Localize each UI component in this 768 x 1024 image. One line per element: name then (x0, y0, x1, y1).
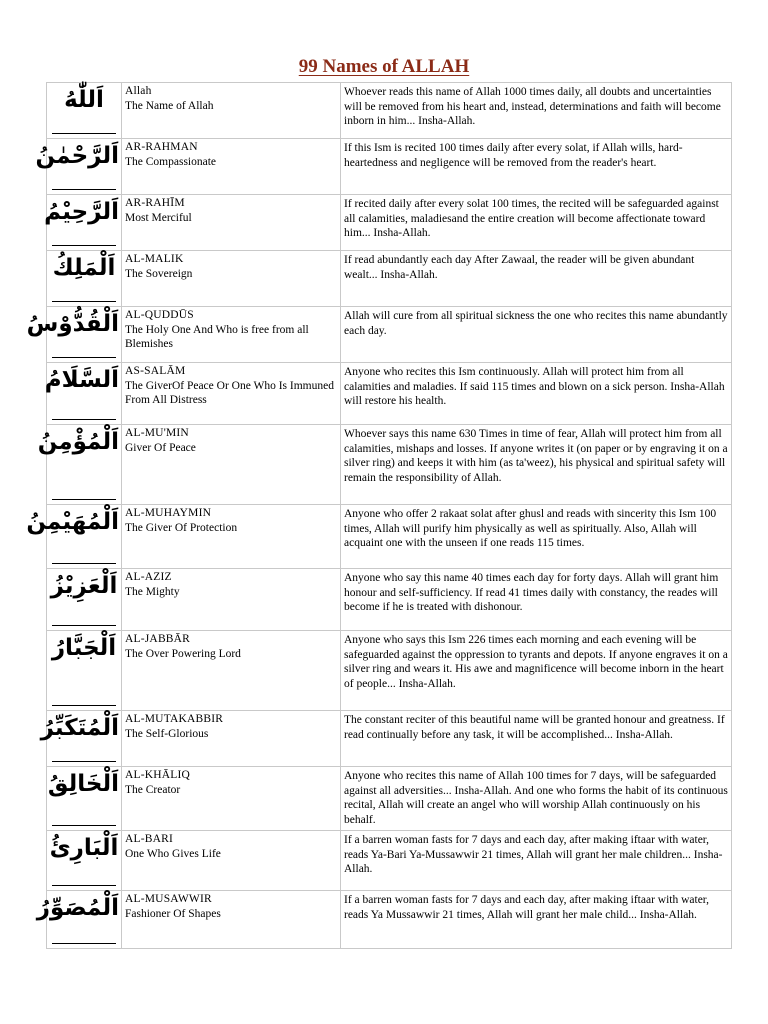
table-row (47, 631, 732, 711)
arabic-calligraphy: اَلْبَارِئُ (49, 835, 119, 861)
calligraphy-underline (52, 625, 116, 626)
names-table-body (26, 83, 732, 949)
name-cell (122, 307, 341, 363)
arabic-calligraphy: اَلرَّحْمٰنُ (35, 143, 119, 169)
arabic-cell (26, 307, 122, 363)
table-row (47, 425, 732, 505)
calligraphy-underline (52, 705, 116, 706)
table-row (47, 831, 732, 891)
transliteration: AS-SALĀM (125, 365, 186, 377)
name-cell (122, 425, 341, 505)
arabic-cell (40, 711, 122, 767)
transliteration: AL-MALIK (125, 253, 184, 265)
calligraphy-underline (52, 761, 116, 762)
meaning: One Who Gives Life (125, 847, 221, 860)
benefit-cell: If this Ism is recited 100 times daily after every solat, if Allah wills, hard-heartedness and negligence will be removed from the reader's heart. (341, 139, 732, 195)
arabic-calligraphy: اَلْمُتَكَبِّرُ (40, 715, 119, 741)
name-cell (122, 569, 341, 631)
name-cell (122, 363, 341, 425)
arabic-cell (47, 83, 122, 139)
table-row (47, 767, 732, 831)
arabic-cell (36, 891, 122, 949)
meaning: Fashioner Of Shapes (125, 907, 221, 920)
arabic-cell (26, 505, 122, 569)
benefit-cell: Anyone who says this Ism 226 times each morning and each evening will be safeguarded against the oppression to tyrants and depots. If anyone engraves it on a silver ring and wears it. His awe and magnificence will become inborn in the heart of people... Insha-Allah. (341, 631, 732, 711)
table-row (47, 569, 732, 631)
calligraphy-underline (52, 419, 116, 420)
table-row (47, 505, 732, 569)
meaning: The Sovereign (125, 267, 193, 280)
arabic-calligraphy: اَلْجَبَّارُ (51, 635, 117, 661)
name-cell (122, 631, 341, 711)
arabic-cell (47, 631, 122, 711)
calligraphy-underline (52, 357, 116, 358)
calligraphy-underline (52, 825, 116, 826)
transliteration: AL-BARI (125, 833, 174, 845)
meaning: Most Merciful (125, 211, 192, 224)
table-row (47, 891, 732, 949)
arabic-calligraphy: اَلْمُصَوِّرُ (36, 895, 119, 921)
transliteration: AL-AZIZ (125, 571, 172, 583)
calligraphy-underline (52, 133, 116, 134)
meaning: The Creator (125, 783, 181, 796)
name-cell (122, 195, 341, 251)
calligraphy-underline (52, 301, 116, 302)
meaning: The Self-Glorious (125, 727, 209, 740)
transliteration: AR-RAHMAN (125, 141, 198, 153)
transliteration: AL-MU'MIN (125, 427, 189, 439)
arabic-cell (44, 363, 122, 425)
arabic-calligraphy: اَلرَّحِيْمُ (44, 199, 119, 225)
name-cell (122, 711, 341, 767)
arabic-cell (35, 139, 122, 195)
benefit-cell: If recited daily after every solat 100 times, the recited will be safeguarded against all calamities, maladiesand the entire creation will become affectionate toward him... Insha-Allah. (341, 195, 732, 251)
benefit-cell: Whoever reads this name of Allah 1000 times daily, all doubts and uncertainties will be removed from his heart and, instead, determinations and faith will become inborn in him... Insha-Allah. (341, 83, 732, 139)
meaning: The Mighty (125, 585, 180, 598)
arabic-calligraphy: اَلْمُهَيْمِنُ (26, 509, 119, 535)
meaning: The Holy One And Who is free from all Blemishes (125, 323, 309, 351)
name-cell (122, 831, 341, 891)
benefit-cell: If a barren woman fasts for 7 days and each day, after making iftaar with water, reads Ya Mussawwir 21 times, Allah will grant her male child... Insha-Allah. (341, 891, 732, 949)
meaning: The Over Powering Lord (125, 647, 241, 660)
page-title: 99 Names of ALLAH (298, 56, 470, 77)
name-cell (122, 251, 341, 307)
meaning: Giver Of Peace (125, 441, 196, 454)
transliteration: AL-MUTAKABBIR (125, 713, 224, 725)
transliteration: AL-MUHAYMIN (125, 507, 212, 519)
benefit-cell: The constant reciter of this beautiful name will be granted honour and greatness. If read continually before any task, it will be accomplished... Insha-Allah. (341, 711, 732, 767)
transliteration: AL-QUDDŪS (125, 309, 194, 321)
calligraphy-underline (52, 499, 116, 500)
arabic-cell (47, 767, 122, 831)
name-cell (122, 83, 341, 139)
meaning: The Name of Allah (125, 99, 214, 112)
benefit-cell: If a barren woman fasts for 7 days and each day, after making iftaar with water, reads Ya-Bari Ya-Mussawwir 21 times, Allah will grant her male children... Insha-Allah. (341, 831, 732, 891)
benefit-cell: Anyone who offer 2 rakaat solat after ghusl and reads with sincerity this Ism 100 times, Allah will purify him physically as well as spiritually. Also, Allah will acquaint one with the unseen if one reads 115 times. (341, 505, 732, 569)
transliteration: AR-RAHĪM (125, 197, 185, 209)
benefit-cell: Anyone who recites this Ism continuously. Allah will protect him from all calamities and maladies. If said 115 times and blown on a sick person. Insha-Allah will restore his health. (341, 363, 732, 425)
arabic-cell (47, 569, 122, 631)
calligraphy-underline (52, 943, 116, 944)
arabic-calligraphy: اَلْمُؤْمِنُ (37, 429, 119, 455)
arabic-calligraphy: اَلْمَلِكُ (52, 255, 116, 281)
table-row (47, 139, 732, 195)
benefit-cell: Whoever says this name 630 Times in time of fear, Allah will protect him from all calamities, mishaps and losses. If anyone writes it (on paper or by engraving it on a silver ring) and keeps it with him (as ta'weez), his physical and spiritual safety will remain the responsibility of Allah. (341, 425, 732, 505)
arabic-cell (37, 425, 122, 505)
arabic-cell (47, 251, 122, 307)
benefit-cell: Allah will cure from all spiritual sickness the one who recites this name abundantly each day. (341, 307, 732, 363)
name-cell (122, 767, 341, 831)
table-row (47, 711, 732, 767)
arabic-calligraphy: اَلْعَزِيْزُ (50, 573, 118, 599)
calligraphy-underline (52, 189, 116, 190)
benefit-cell: If read abundantly each day After Zawaal, the reader will be given abundant wealt... Insha-Allah. (341, 251, 732, 307)
names-table (26, 82, 732, 949)
meaning: The Compassionate (125, 155, 217, 168)
calligraphy-underline (52, 885, 116, 886)
table-row (47, 307, 732, 363)
table-row (47, 251, 732, 307)
arabic-calligraphy: اَلْقُدُّوْسُ (26, 311, 119, 337)
transliteration: AL-JABBĀR (125, 633, 191, 645)
table-row (47, 363, 732, 425)
name-cell (122, 505, 341, 569)
arabic-calligraphy: اَلسَّلَامُ (44, 367, 119, 393)
arabic-cell (44, 195, 122, 251)
meaning: The GiverOf Peace Or One Who Is Immuned From All Distress (125, 379, 334, 407)
name-cell (122, 891, 341, 949)
meaning: The Giver Of Protection (125, 521, 238, 534)
calligraphy-underline (52, 245, 116, 246)
name-cell (122, 139, 341, 195)
transliteration: Allah (125, 85, 152, 97)
benefit-cell: Anyone who recites this name of Allah 100 times for 7 days, will be safeguarded against all adversities... Insha-Allah. And one who forms the habit of its continuous recital, Allah will create an angel who will worship Allah continuously on his behalf. (341, 767, 732, 831)
transliteration: AL-MUSAWWIR (125, 893, 212, 905)
arabic-cell (47, 831, 122, 891)
table-row (47, 83, 732, 139)
arabic-calligraphy: اَلْخَالِقُ (47, 771, 119, 797)
transliteration: AL-KHĀLIQ (125, 769, 191, 781)
table-row (47, 195, 732, 251)
arabic-calligraphy: اَللّٰهُ (64, 87, 104, 113)
calligraphy-underline (52, 563, 116, 564)
benefit-cell: Anyone who say this name 40 times each day for forty days. Allah will grant him honour and self-sufficiency. If read 41 times daily with constancy, the reades will become if he is treated with dishonour. (341, 569, 732, 631)
